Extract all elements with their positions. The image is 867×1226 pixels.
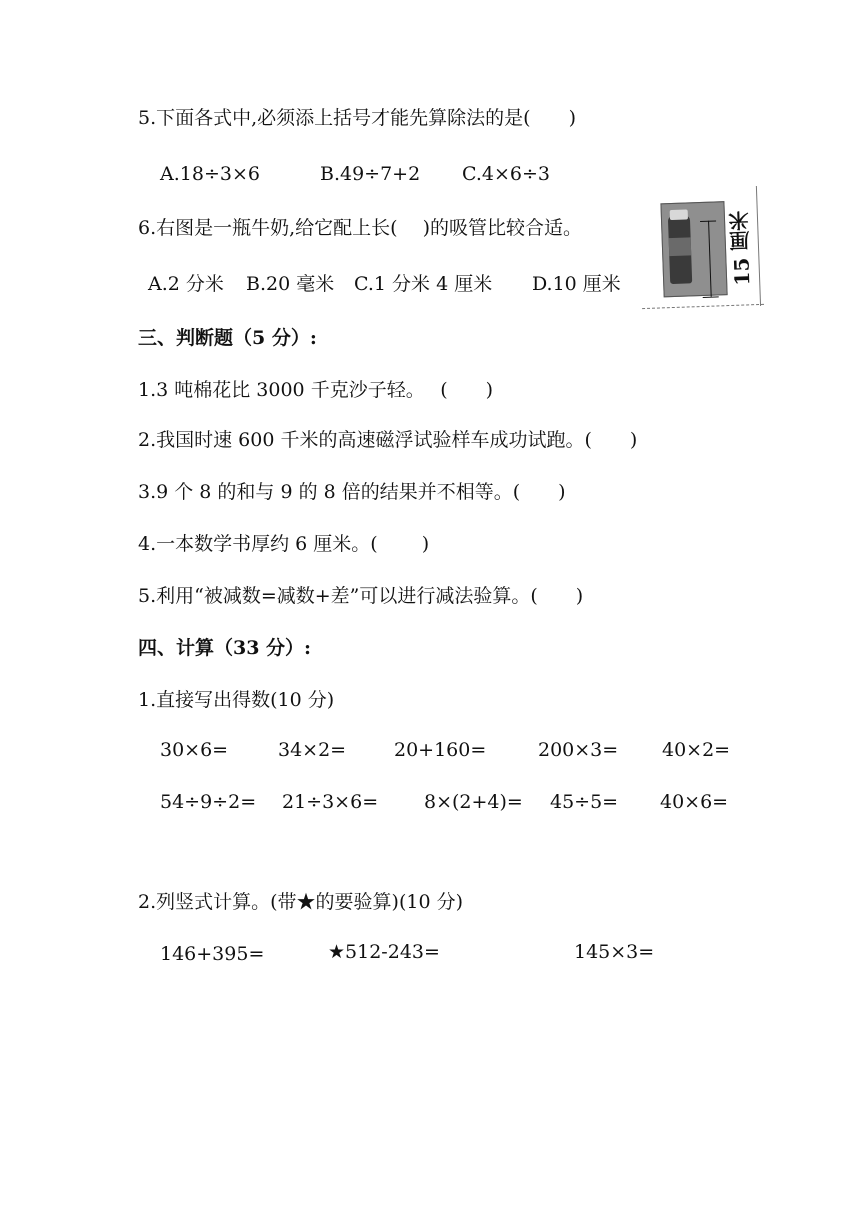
bottle-label (669, 237, 692, 256)
calc-part1-title: 1.直接写出得数(10 分) (138, 689, 335, 711)
vertical-calc-2 (328, 940, 440, 964)
oral-calc-8: 8×(2+4)= (424, 791, 523, 813)
q6-option-b: B.20 毫米 (246, 273, 335, 295)
dimension-line (708, 221, 712, 297)
oral-calc-1: 30×6= (160, 739, 229, 761)
q5-stem: 5.下面各式中,必须添上括号才能先算除法的是( ) (138, 107, 576, 129)
oral-calc-3: 20+160= (394, 739, 487, 761)
q6-option-c: C.1 分米 4 厘米 (354, 273, 493, 295)
q5-option-b: B.49÷7+2 (320, 163, 421, 185)
q6-option-a: A.2 分米 (148, 273, 224, 295)
judge-item-3: 3.9 个 8 的和与 9 的 8 倍的结果并不相等。( ) (138, 481, 566, 503)
section3-title: 三、判断题（5 分）: (138, 327, 317, 349)
oral-calc-4: 200×3= (538, 739, 619, 761)
bottle-cap (670, 209, 688, 220)
q6-stem: 6.右图是一瓶牛奶,给它配上长( )的吸管比较合适。 (138, 217, 583, 239)
q5-option-a: A.18÷3×6 (160, 163, 260, 185)
vertical-calc-2-expr: 512-243= (345, 941, 440, 963)
milk-bottle-figure (638, 186, 764, 310)
q6-option-d: D.10 厘米 (532, 273, 621, 295)
oral-calc-5: 40×2= (662, 739, 731, 761)
oral-calc-2: 34×2= (278, 739, 347, 761)
oral-calc-9: 45÷5= (550, 791, 619, 813)
figure-height-label: 15 厘米 (727, 210, 755, 287)
milk-bottle-photo-icon (660, 201, 727, 297)
judge-item-5: 5.利用“被减数=减数+差”可以进行减法验算。( ) (138, 585, 584, 607)
calc-part2-title: 2.列竖式计算。(带★的要验算)(10 分) (138, 891, 463, 913)
figure-frame-bottom (642, 304, 764, 310)
vertical-calc-3: 145×3= (574, 941, 655, 963)
q5-option-c: C.4×6÷3 (462, 163, 551, 185)
dimension-tick-bottom (703, 296, 719, 298)
judge-item-2: 2.我国时速 600 千米的高速磁浮试验样车成功试跑。( ) (138, 429, 638, 451)
oral-calc-6: 54÷9÷2= (160, 791, 257, 813)
vertical-calc-1: 146+395= (160, 943, 265, 965)
judge-item-4: 4.一本数学书厚约 6 厘米。( ) (138, 533, 430, 555)
oral-calc-7: 21÷3×6= (282, 791, 379, 813)
oral-calc-10: 40×6= (660, 791, 729, 813)
section4-title: 四、计算（33 分）: (138, 637, 312, 659)
judge-item-1: 1.3 吨棉花比 3000 千克沙子轻。 ( ) (138, 379, 494, 401)
star-icon: ★ (328, 941, 346, 963)
